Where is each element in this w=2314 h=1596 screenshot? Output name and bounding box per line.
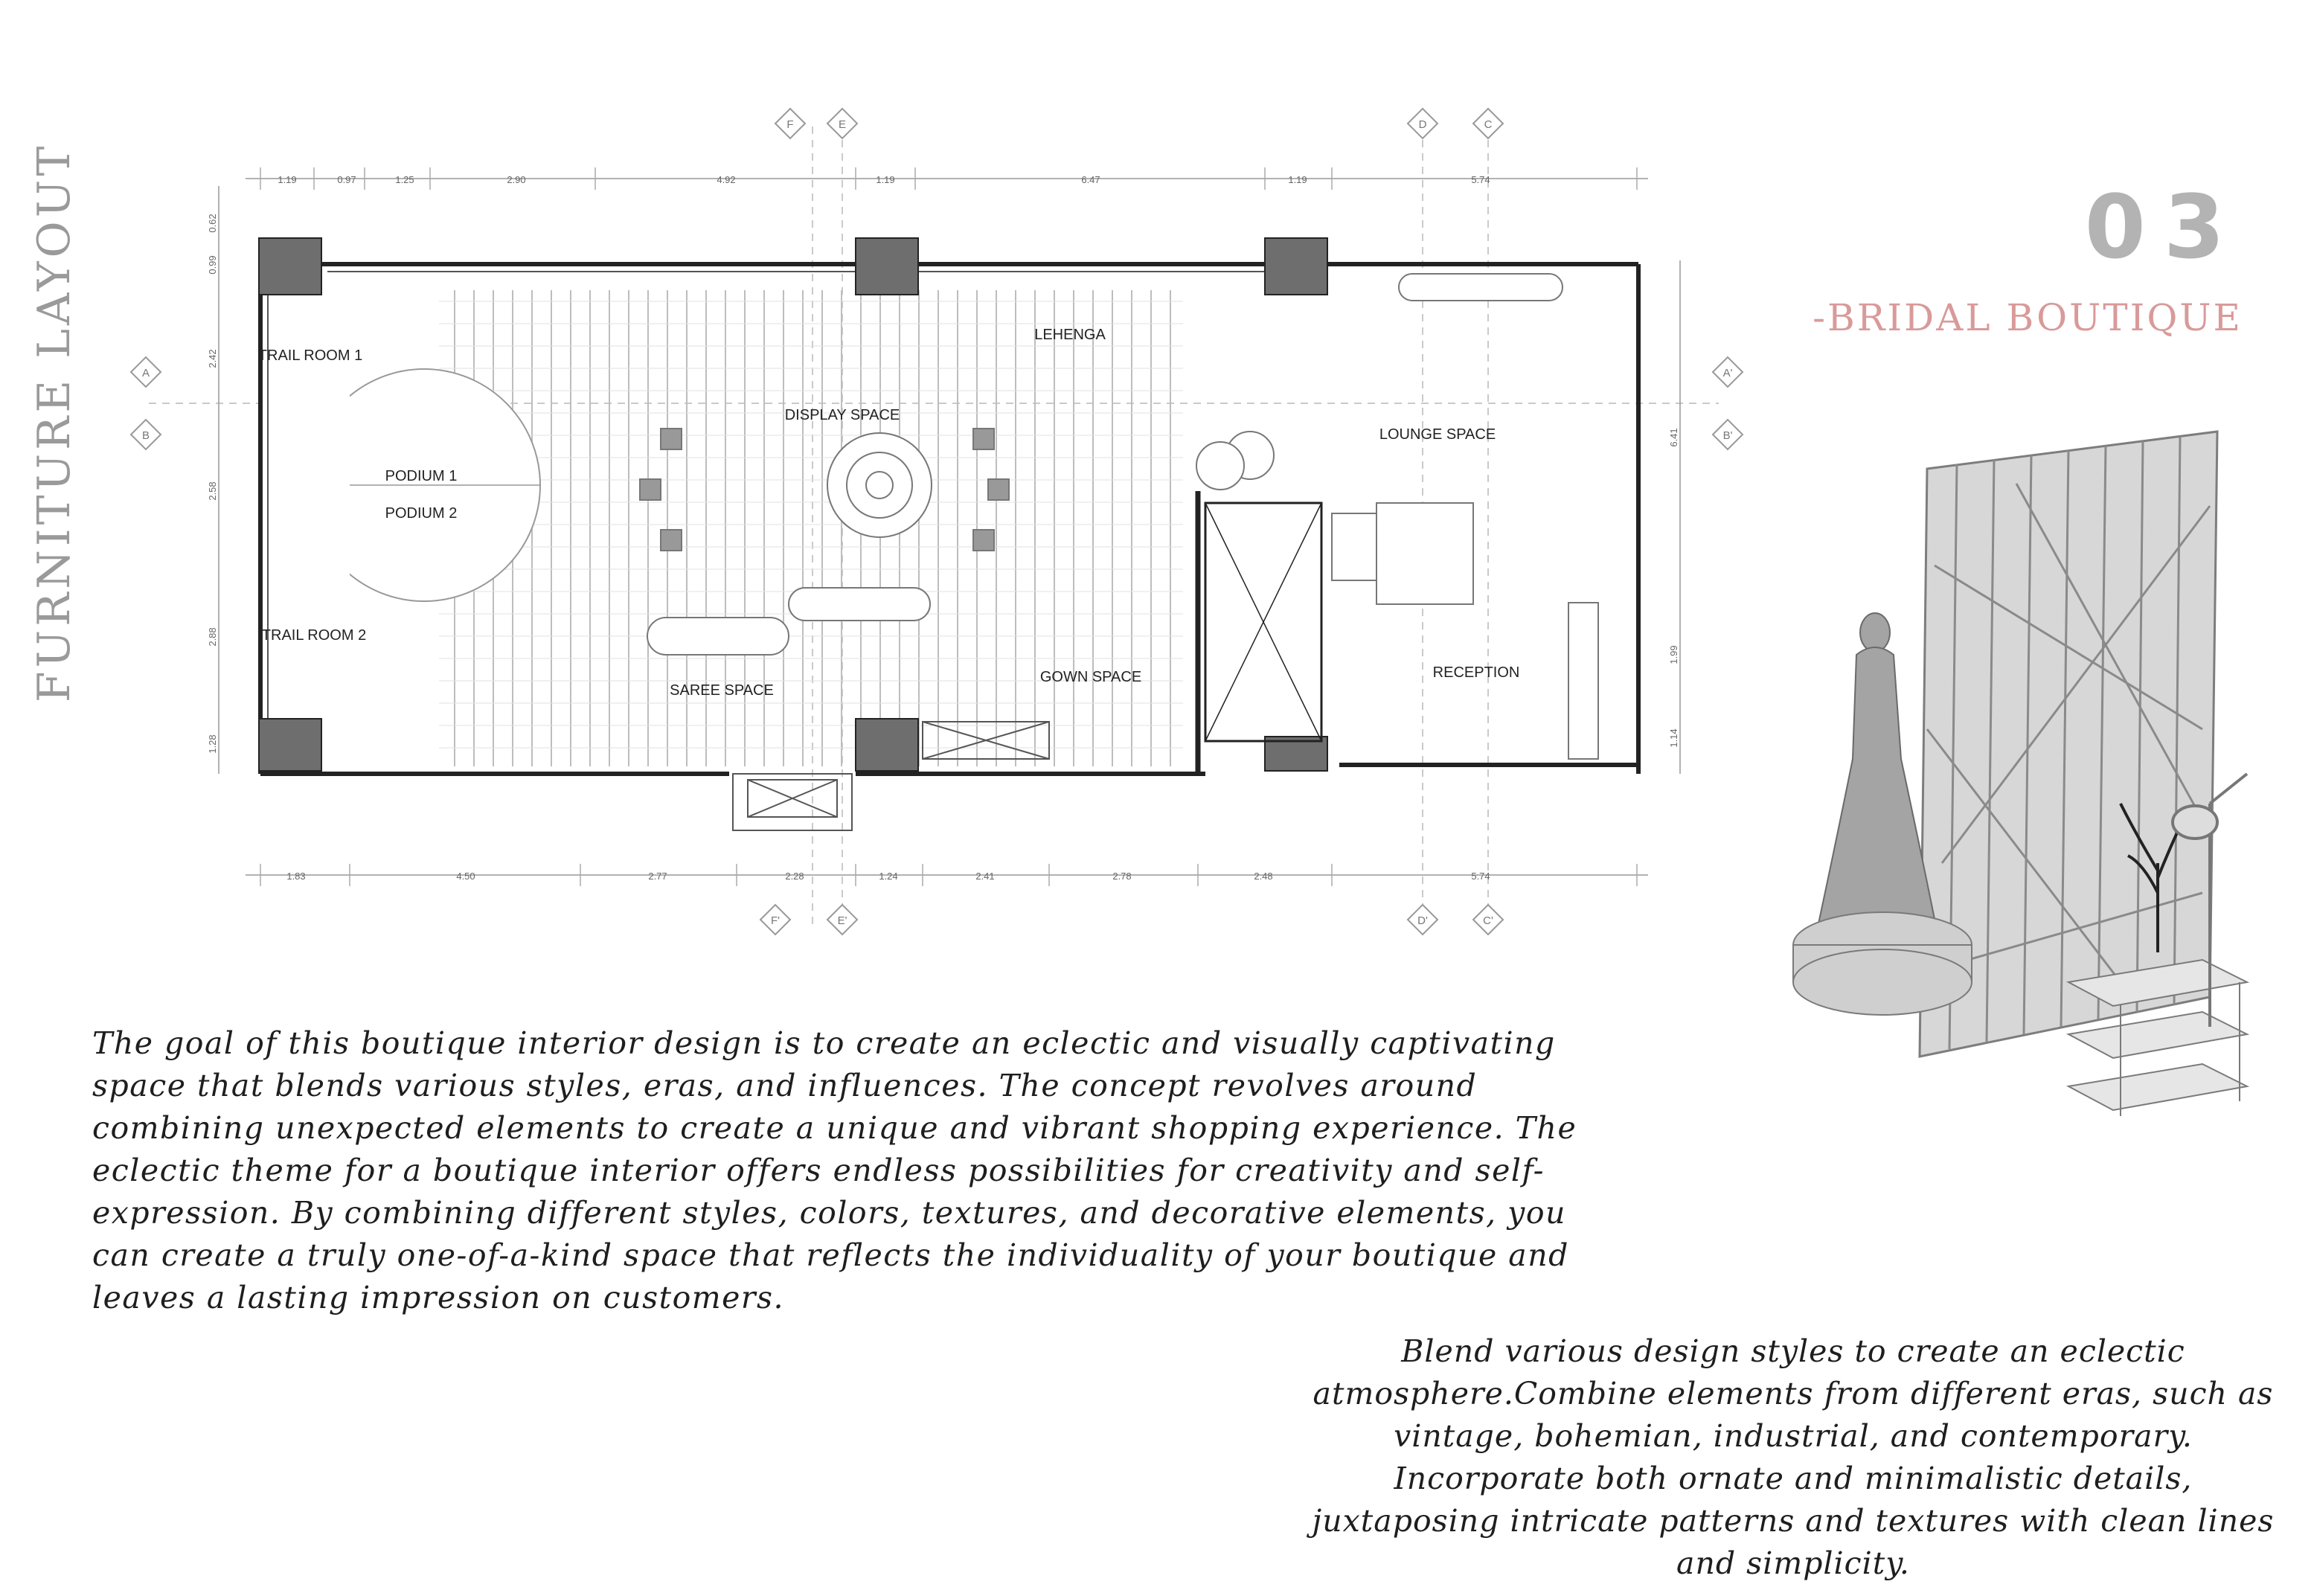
dim-label: 2.88 <box>207 627 218 647</box>
room-label-podium-2: PODIUM 2 <box>385 505 458 522</box>
dim-label: 1.19 <box>876 174 895 185</box>
dim-label: 4.92 <box>717 174 736 185</box>
grid-label: C <box>1484 118 1493 131</box>
dim-label: 6.47 <box>1081 174 1100 185</box>
dim-label: 1.25 <box>395 174 414 185</box>
dim-label: 2.41 <box>975 871 995 882</box>
dim-label: 5.74 <box>1471 174 1490 185</box>
dim-label: 2.28 <box>785 871 804 882</box>
display-shelf <box>2068 960 2247 1116</box>
design-note: Blend various design styles to create an eclectic atmosphere.Combine elements from different eras, such as vintage, bohemian, industrial, and contemporary. Incorporate both ornate and minimalistic details, juxtaposing intricate patterns and textures with clean lines and simplicity. <box>1312 1333 2275 1581</box>
grid-label: F' <box>770 914 781 927</box>
dim-label: 1.28 <box>207 734 218 754</box>
dim-label: 1.19 <box>278 174 297 185</box>
dim-label: 1.14 <box>1668 728 1679 748</box>
dim-label: 0.99 <box>207 255 218 275</box>
dim-label: 1.24 <box>879 871 898 882</box>
grid-label: A' <box>1722 367 1733 379</box>
grid-label: E' <box>837 914 847 927</box>
dims-right <box>1668 428 1679 747</box>
dim-label: 1.83 <box>286 871 306 882</box>
room-label-gown-space: GOWN SPACE <box>1039 669 1142 685</box>
dim-label: 2.58 <box>207 481 218 501</box>
dims-bottom <box>286 871 1490 882</box>
dim-label: 1.19 <box>1288 174 1307 185</box>
dim-label: 2.48 <box>1254 871 1273 882</box>
sheet-number: 03 <box>2084 176 2243 278</box>
grid-label: A <box>141 367 150 379</box>
room-label-reception: RECEPTION <box>1432 664 1520 681</box>
dim-label: 2.42 <box>207 349 218 368</box>
podium-render <box>1793 912 1972 1015</box>
room-label-display-space: DISPLAY SPACE <box>784 407 900 423</box>
dim-label: 0.62 <box>207 214 218 233</box>
dims-top <box>278 174 1490 185</box>
dim-label: 5.74 <box>1471 871 1490 882</box>
grid-label: B <box>141 429 150 442</box>
dims-left <box>207 214 218 753</box>
dim-label: 4.50 <box>456 871 475 882</box>
dim-label: 1.99 <box>1668 645 1679 664</box>
grid-label: D' <box>1417 914 1428 927</box>
room-label-lounge-space: LOUNGE SPACE <box>1379 426 1496 443</box>
sheet-subtitle: -BRIDAL BOUTIQUE <box>1813 296 2243 339</box>
concept-description: The goal of this boutique interior design is to create an eclectic and visually captivating space that blends various styles, eras, and influences. The concept revolves around combining unexpected elements to create a unique and vibrant shopping experience. The eclectic theme for a boutique interior offers endless possibilities for creativity and self-expression. By combining different styles, colors, textures, and decorative elements, you can create a truly one-of-a-kind space that reflects the individuality of your boutique and leaves a lasting impression on customers. <box>92 1025 1577 1315</box>
core <box>1198 491 1321 774</box>
sheet-vertical-title: FURNITURE LAYOUT <box>28 142 80 702</box>
room-label-lehenga: LEHENGA <box>1034 327 1106 343</box>
room-label-trail-room-1: TRAIL ROOM 1 <box>257 347 363 364</box>
grid-label: F <box>786 118 794 131</box>
dim-label: 0.97 <box>337 174 356 185</box>
room-label-podium-1: PODIUM 1 <box>385 468 458 484</box>
dim-label: 2.90 <box>507 174 526 185</box>
room-label-saree-space: SAREE SPACE <box>670 682 774 699</box>
partition-render <box>1771 417 2277 1131</box>
dim-label: 2.77 <box>648 871 667 882</box>
dim-label: 6.41 <box>1668 428 1679 447</box>
grid-label: B' <box>1722 429 1733 442</box>
mannequin <box>1815 613 1938 938</box>
grid-label: C' <box>1483 914 1493 927</box>
floor-plan <box>0 0 1786 967</box>
grid-label: D <box>1418 118 1427 131</box>
grid-label: E <box>838 118 847 131</box>
room-label-trail-room-2: TRAIL ROOM 2 <box>261 627 367 644</box>
dim-label: 2.78 <box>1112 871 1132 882</box>
